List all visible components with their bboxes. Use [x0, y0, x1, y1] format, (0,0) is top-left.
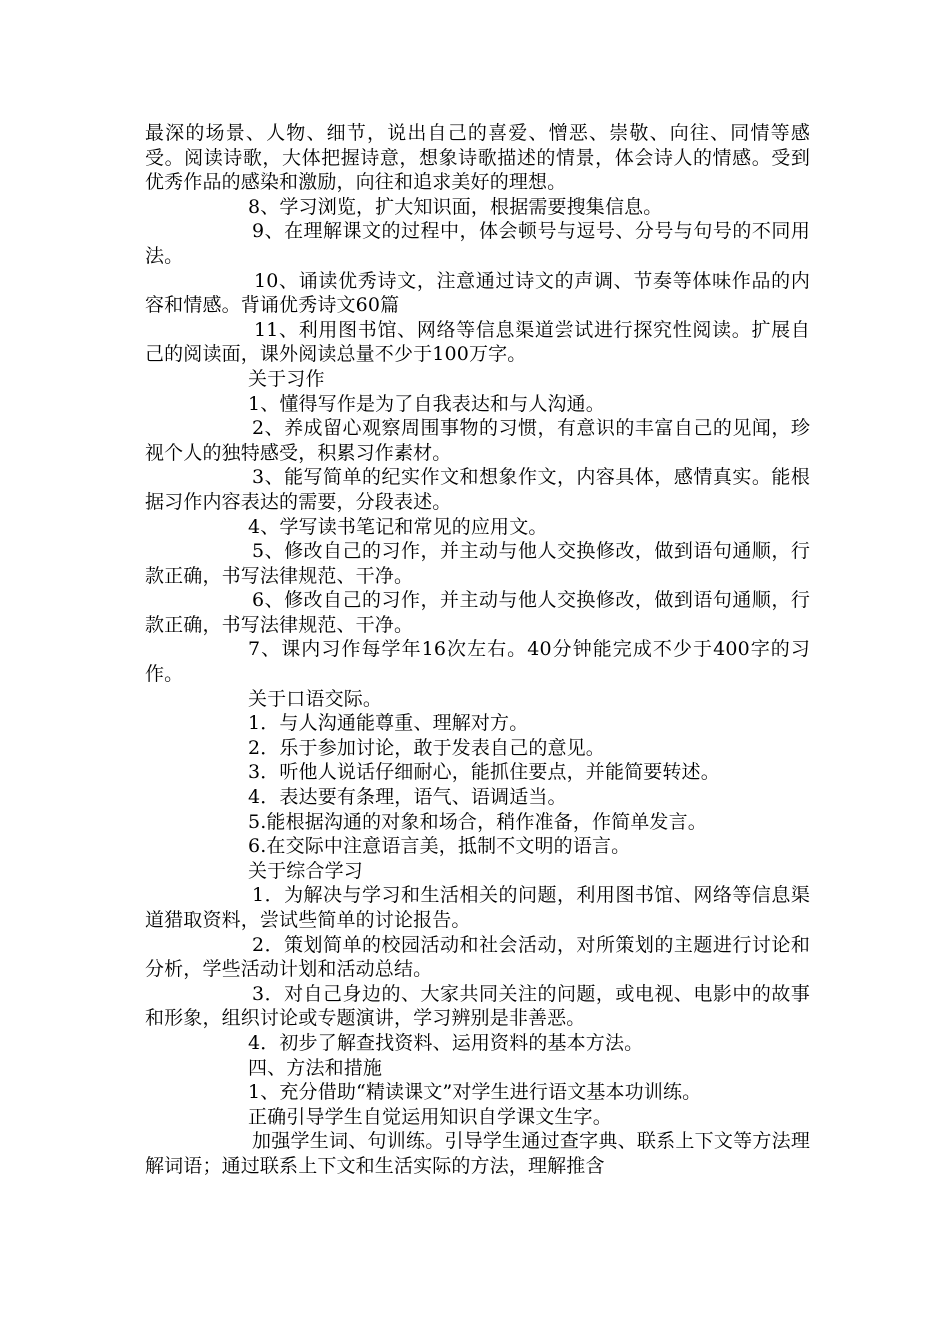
oral-item-4: 4．表达要有条理，语气、语调适当。 — [248, 786, 567, 809]
methods-item-1: 1、充分借助“精读课文”对学生进行语文基本功训练。 — [248, 1081, 702, 1104]
writing-item-1: 1、懂得写作是为了自我表达和与人沟通。 — [248, 392, 605, 415]
document-body — [145, 121, 810, 1179]
paragraph-continuation: 最深的场景、人物、细节，说出自己的喜爱、憎恶、崇敬、向往、同情等感受。阅读诗歌，大体把握诗意，想象诗歌描述的情景，体会诗人的情感。受到优秀作品的感染和激励，向往和追求美好的理想。 — [145, 122, 810, 194]
methods-paragraph-word-training: 加强学生词、句训练。引导学生通过查字典、联系上下文等方法理解词语；通过联系上下文和生活实际的方法，理解推含 — [145, 1130, 810, 1177]
comprehensive-item-3: 3．对自己身边的、大家共同关注的问题，或电视、电影中的故事和形象，组织讨论或专题演讲，学习辨别是非善恶。 — [145, 982, 810, 1030]
oral-item-6: 6.在交际中注意语言美，抵制不文明的语言。 — [248, 835, 631, 858]
comprehensive-item-4: 4．初步了解查找资料、运用资料的基本方法。 — [248, 1031, 644, 1054]
writing-item-4: 4、学写读书笔记和常见的应用文。 — [248, 515, 548, 538]
comprehensive-item-1: 1．为解决与学习和生活相关的问题，利用图书馆、网络等信息渠道猎取资料，尝试些简单的讨论报告。 — [145, 884, 810, 931]
paragraph-item-10: 10、诵读优秀诗文，注意通过诗文的声调、节奏等体味作品的内容和情感。背诵优秀诗文60篇 — [145, 269, 810, 317]
writing-item-7: 7、课内习作每学年16次左右。40分钟能完成不少于400字的习作。 — [145, 638, 810, 686]
comprehensive-item-2: 2．策划简单的校园活动和社会活动，对所策划的主题进行讨论和分析，学些活动计划和活动总结。 — [145, 933, 810, 981]
writing-item-2: 2、养成留心观察周围事物的习惯，有意识的丰富自己的见闻，珍视个人的独特感受，积累习作素材。 — [145, 417, 810, 464]
writing-item-3: 3、能写简单的纪实作文和想象作文，内容具体，感情真实。能根据习作内容表达的需要，分段表述。 — [145, 466, 810, 513]
writing-item-6: 6、修改自己的习作，并主动与他人交换修改，做到语句通顺，行款正确，书写法律规范、干净。 — [145, 589, 810, 636]
oral-item-2: 2．乐于参加讨论，敢于发表自己的意见。 — [248, 736, 605, 759]
writing-item-5: 5、修改自己的习作，并主动与他人交换修改，做到语句通顺，行款正确，书写法律规范、干净。 — [145, 540, 810, 587]
section-heading-writing: 关于习作 — [248, 367, 325, 390]
section-heading-oral: 关于口语交际。 — [248, 687, 383, 710]
oral-item-3: 3．听他人说话仔细耐心，能抓住要点，并能简要转述。 — [248, 761, 720, 784]
oral-item-5: 5.能根据沟通的对象和场合，稍作准备，作简单发言。 — [248, 810, 707, 833]
paragraph-item-11: 11、利用图书馆、网络等信息渠道尝试进行探究性阅读。扩展自己的阅读面，课外阅读总量不少于100万字。 — [145, 318, 810, 366]
oral-item-1: 1．与人沟通能尊重、理解对方。 — [248, 712, 529, 735]
methods-paragraph-self-study: 正确引导学生自觉运用知识自学课文生字。 — [248, 1105, 612, 1128]
paragraph-item-9: 9、在理解课文的过程中，体会顿号与逗号、分号与句号的不同用法。 — [145, 220, 810, 267]
section-heading-comprehensive: 关于综合学习 — [248, 859, 363, 882]
paragraph-item-8: 8、学习浏览，扩大知识面，根据需要搜集信息。 — [248, 195, 663, 218]
section-heading-methods: 四、方法和措施 — [248, 1056, 383, 1079]
